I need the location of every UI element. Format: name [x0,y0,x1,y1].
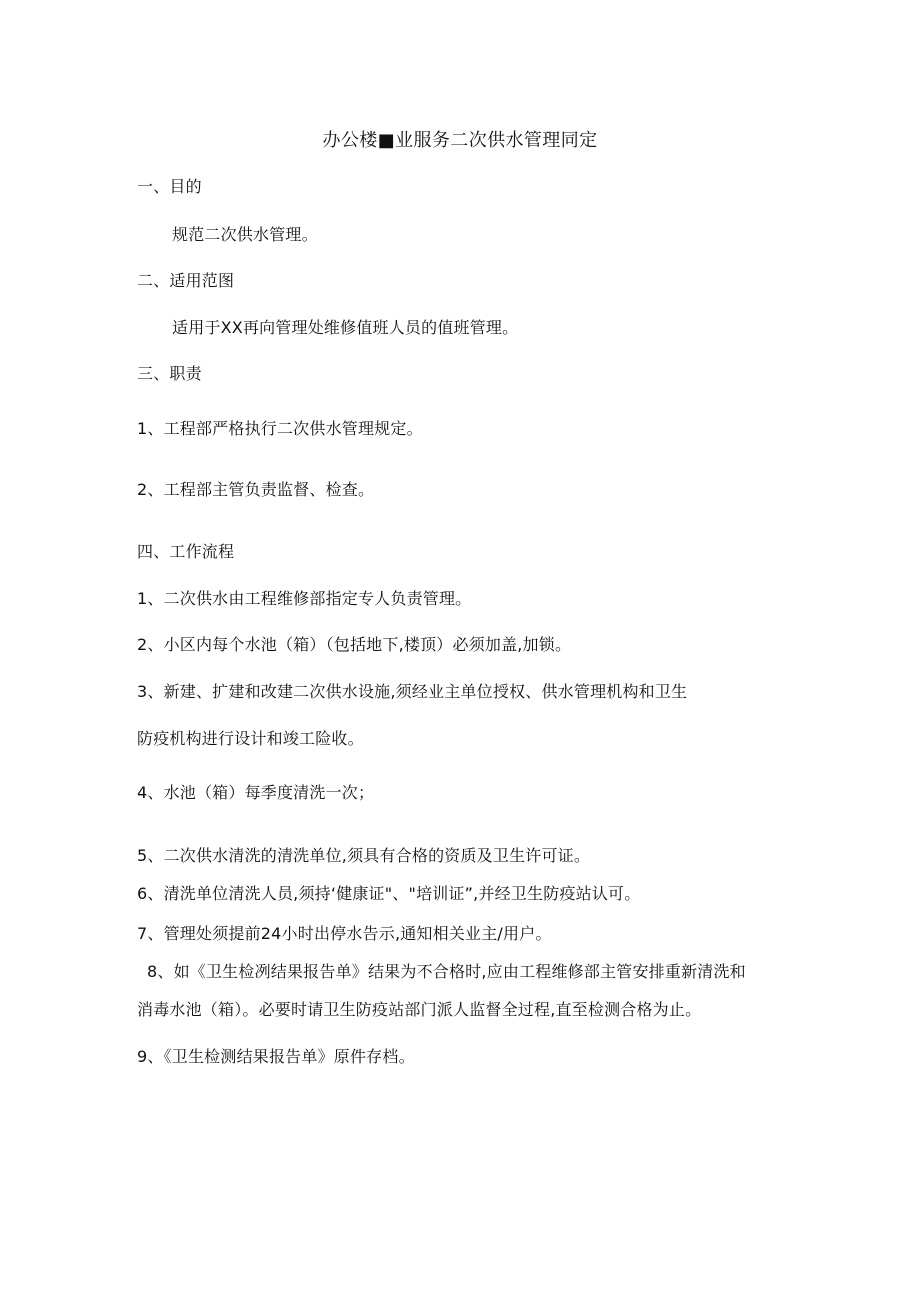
workflow-item-1: 1、二次供水由工程维修部指定专人负责管理。 [137,589,472,608]
workflow-item-8: 8、如《卫生检冽结果报告单》结果为不合格时,应由工程维修部主管安排重新清洗和 [147,962,746,981]
workflow-item-3: 3、新建、扩建和改建二次供水设施,须经业主单位授权、供水管理机构和卫生 [137,682,688,701]
workflow-item-7: 7、管理处须提前24小时出停水告示,通知相关业主/用户。 [137,924,552,943]
section-workflow-heading: 四、工作流程 [137,542,235,561]
workflow-item-9: 9、《卫生检测结果报告单》原件存档。 [137,1047,415,1066]
workflow-item-4: 4、水池（箱）每季度清洗一次； [137,783,375,802]
section-scope-heading: 二、适用范图 [137,271,235,290]
workflow-item-3-continued: 防疫机构进行设计和竣工险收。 [137,729,364,748]
duty-item-2: 2、工程部主管负责监督、检查。 [137,480,375,499]
section-purpose-body: 规范二次供水管理。 [172,225,318,244]
duty-item-1: 1、工程部严格执行二次供水管理规定。 [137,419,423,438]
document-title: 办公楼■业服务二次供水管理同定 [322,130,598,151]
workflow-item-5: 5、二次供水清洗的清洗单位,须具有合格的资质及卫生许可证。 [137,846,591,865]
workflow-item-8-continued: 消毒水池（箱）。必要时请卫生防疫站部门派人监督全过程,直至检测合格为止。 [137,1000,702,1019]
section-duties-heading: 三、职责 [137,364,202,383]
workflow-item-2: 2、小区内每个水池（箱）（包括地下,楼顶）必须加盖,加锁。 [137,635,572,654]
section-purpose-heading: 一、目的 [137,177,202,196]
section-scope-body: 适用于XX再向管理处维修值班人员的值班管理。 [172,318,519,337]
workflow-item-6: 6、清洗单位清洗人员,须持‘健康证"、"培训证”,并经卫生防疫站认可。 [137,884,641,903]
